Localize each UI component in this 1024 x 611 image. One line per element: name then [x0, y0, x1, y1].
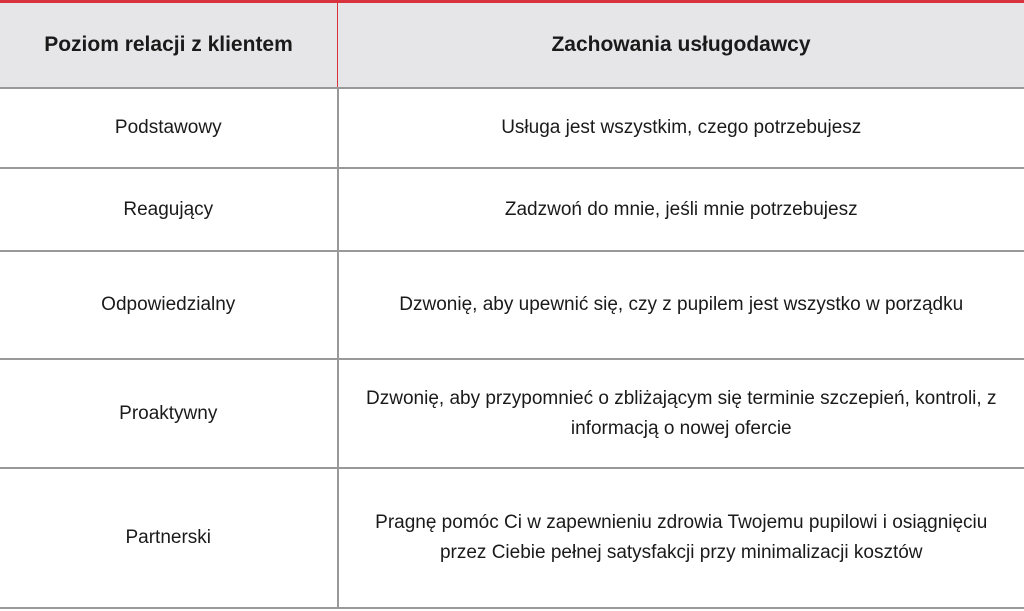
table-header-row [0, 2, 1024, 89]
level-cell: Odpowiedzialny [0, 251, 338, 359]
level-cell: Podstawowy [0, 88, 338, 168]
behavior-cell: Dzwonię, aby upewnić się, czy z pupilem jest wszystko w porządku [338, 251, 1024, 359]
table-row [0, 88, 1024, 168]
behavior-cell: Dzwonię, aby przypomnieć o zbliżającym się terminie szczepień, kontroli, z informacją o nowej ofercie [338, 359, 1024, 468]
behavior-cell: Zadzwoń do mnie, jeśli mnie potrzebujesz [338, 168, 1024, 251]
header-level: Poziom relacji z klientem [0, 2, 338, 89]
table-row [0, 251, 1024, 359]
level-cell: Partnerski [0, 468, 338, 608]
table-row [0, 168, 1024, 251]
table-row [0, 468, 1024, 608]
behavior-cell: Usługa jest wszystkim, czego potrzebujesz [338, 88, 1024, 168]
header-behavior: Zachowania usługodawcy [338, 2, 1024, 89]
table-row [0, 359, 1024, 468]
behavior-cell: Pragnę pomóc Ci w zapewnieniu zdrowia Twojemu pupilowi i osiągnięciu przez Ciebie pełnej satysfakcji przy minimalizacji kosztów [338, 468, 1024, 608]
level-cell: Proaktywny [0, 359, 338, 468]
level-cell: Reagujący [0, 168, 338, 251]
